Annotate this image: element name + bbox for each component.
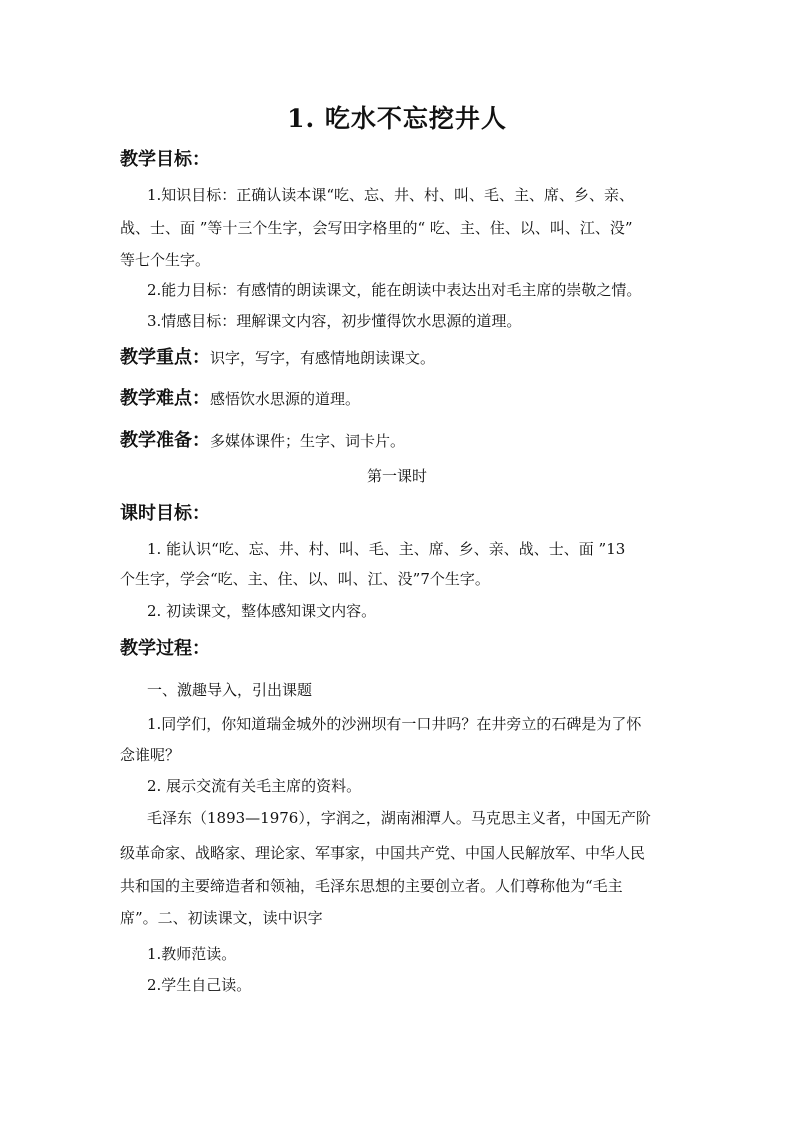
objective-line: 等七个生字。 xyxy=(120,251,211,269)
lesson-title: 第一课时 xyxy=(366,467,427,485)
process-line: 共和国的主要缔造者和领袖，毛泽东思想的主要创立者。人们尊称他为“毛主 xyxy=(120,877,623,895)
objectives-heading: 教学目标： xyxy=(120,149,210,170)
process-line: 一、激趣导入，引出课题 xyxy=(147,681,313,699)
objective-line: 3.情感目标：理解课文内容，初步懂得饮水思源的道理。 xyxy=(147,312,522,330)
process-line: 级革命家、战略家、理论家、军事家，中国共产党、中国人民解放军、中华人民 xyxy=(120,844,646,862)
process-line: 2. 展示交流有关毛主席的资料。 xyxy=(147,777,362,795)
process-line: 1.教师范读。 xyxy=(147,945,237,963)
objective-line: 2.能力目标：有感情的朗读课文，能在朗读中表达出对毛主席的崇敬之情。 xyxy=(147,281,642,299)
key-points-label: 教学重点： xyxy=(120,347,210,368)
lesson-goal-line: 1. 能认识“吃、忘、井、村、叫、毛、主、席、乡、亲、战、士、面 ”13 xyxy=(147,540,626,558)
preparation-label: 教学准备： xyxy=(120,430,210,451)
key-points-text: 识字，写字，有感情地朗读课文。 xyxy=(210,349,436,367)
objective-line: 战、士、面 ”等十三个生字，会写田字格里的“ 吃、主、住、以、叫、江、没” xyxy=(120,219,633,237)
process-line: 2.学生自己读。 xyxy=(147,976,252,994)
page-title: 1. 吃水不忘挖井人 xyxy=(287,104,507,133)
process-line: 毛泽东（1893—1976），字润之，湖南湘潭人。马克思主义者，中国无产阶 xyxy=(147,809,651,827)
preparation-row xyxy=(120,429,690,453)
difficulties-label: 教学难点： xyxy=(120,388,210,409)
lesson-goal-line: 2. 初读课文，整体感知课文内容。 xyxy=(147,602,377,620)
difficulties-row xyxy=(120,387,690,411)
objective-line: 1.知识目标：正确认读本课“吃、忘、井、村、叫、毛、主、席、乡、亲、 xyxy=(147,186,634,204)
process-heading: 教学过程： xyxy=(120,638,210,659)
process-line: 席”。二、初读课文，读中识字 xyxy=(120,909,323,927)
lesson-goal-line: 个生字，学会“吃、主、住、以、叫、江、没”7个生字。 xyxy=(120,570,490,588)
difficulties-text: 感悟饮水思源的道理。 xyxy=(210,390,361,408)
preparation-text: 多媒体课件；生字、词卡片。 xyxy=(210,432,406,450)
lesson-goals-heading: 课时目标： xyxy=(120,503,210,524)
process-line: 1.同学们，你知道瑞金城外的沙洲坝有一口井吗？在井旁立的石碑是为了怀 xyxy=(147,715,642,733)
key-points-row xyxy=(120,346,690,370)
process-line: 念谁呢？ xyxy=(120,746,181,764)
